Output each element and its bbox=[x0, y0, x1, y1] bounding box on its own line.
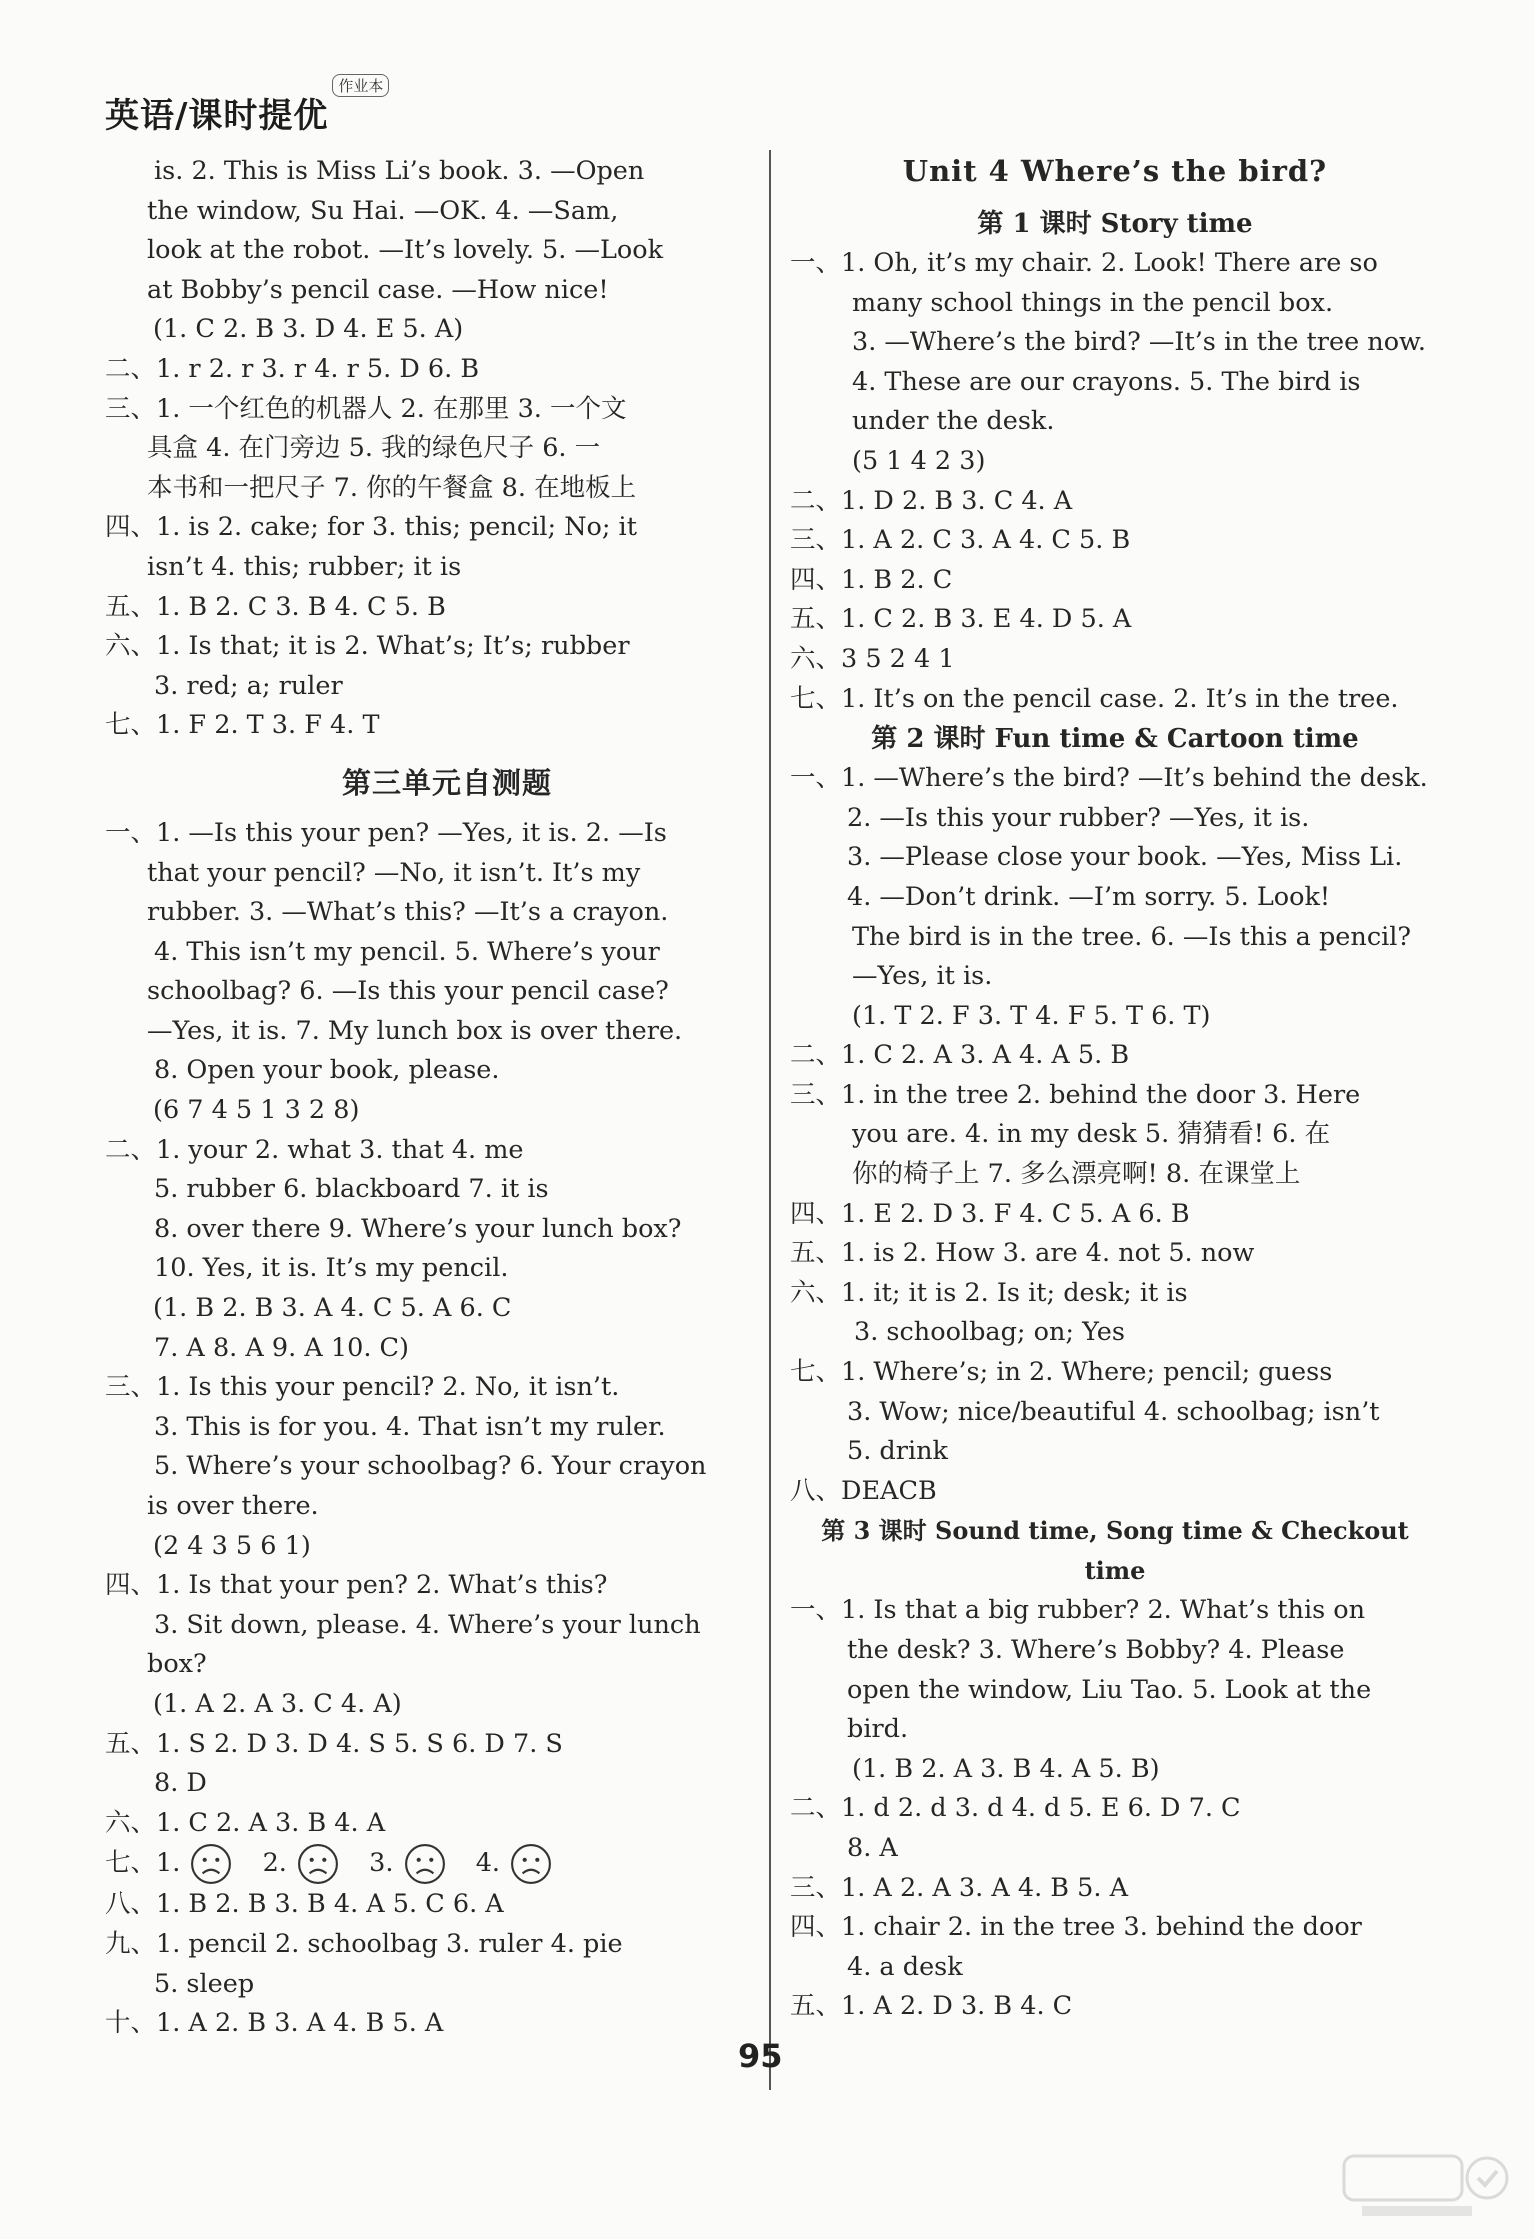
book-title: 英语/课时提优 bbox=[105, 96, 329, 136]
faces-line bbox=[105, 1843, 747, 1885]
answer-line: 3. —Where’s the bird? —It’s in the tree now. bbox=[852, 327, 1426, 358]
answer-line: 一、1. —Where’s the bird? —It’s behind the desk. bbox=[790, 763, 1428, 794]
answer-line: that your pencil? —No, it isn’t. It’s my bbox=[147, 857, 641, 888]
answer-line: isn’t 4. this; rubber; it is bbox=[147, 551, 462, 582]
face-label: 3. bbox=[369, 1848, 394, 1879]
answer-line: the window, Su Hai. —OK. 4. —Sam, bbox=[147, 195, 619, 226]
answer-line: schoolbag? 6. —Is this your pencil case? bbox=[147, 976, 669, 1007]
answer-line: 四、1. Is that your pen? 2. What’s this? bbox=[105, 1570, 608, 1601]
answer-line: is. 2. This is Miss Li’s book. 3. —Open bbox=[154, 156, 645, 186]
answer-line: 十、1. A 2. B 3. A 4. B 5. A bbox=[105, 2008, 444, 2039]
lesson-title: 第 2 课时 Fun time & Cartoon time bbox=[871, 724, 1359, 755]
face-label: 4. bbox=[475, 1848, 501, 1879]
watermark-logo-icon bbox=[1342, 2150, 1512, 2220]
answer-line: 四、1. E 2. D 3. F 4. C 5. A 6. B bbox=[790, 1198, 1190, 1229]
answer-line: 8. Open your book, please. bbox=[154, 1055, 500, 1086]
answer-line: 四、1. B 2. C bbox=[790, 564, 953, 595]
answer-line: 4. a desk bbox=[847, 1951, 963, 1982]
page-number: 95 bbox=[738, 2037, 783, 2075]
answer-line: is over there. bbox=[147, 1491, 319, 1521]
sad-face-icon bbox=[510, 1843, 552, 1885]
answer-line: 3. schoolbag; on; Yes bbox=[854, 1317, 1125, 1348]
answer-line: open the window, Liu Tao. 5. Look at the bbox=[847, 1674, 1372, 1705]
answer-line: 七、1. It’s on the pencil case. 2. It’s in the tree. bbox=[790, 683, 1399, 714]
answer-key: (1. C 2. B 3. D 4. E 5. A) bbox=[153, 314, 464, 345]
answer-line: 七、1. F 2. T 3. F 4. T bbox=[105, 710, 380, 741]
answer-line: The bird is in the tree. 6. —Is this a pencil? bbox=[852, 921, 1412, 952]
answer-line: 六、3 5 2 4 1 bbox=[790, 643, 955, 674]
answer-line: 5. sleep bbox=[154, 1968, 255, 1999]
answer-line: 8. A bbox=[847, 1832, 898, 1863]
test-title: 第三单元自测题 bbox=[341, 765, 552, 800]
answer-line: rubber. 3. —What’s this? —It’s a crayon. bbox=[147, 897, 669, 928]
answer-line: 2. —Is this your rubber? —Yes, it is. bbox=[847, 802, 1310, 833]
answer-line: 3. Sit down, please. 4. Where’s your lunch bbox=[154, 1609, 701, 1640]
answer-line: 三、1. A 2. A 3. A 4. B 5. A bbox=[790, 1872, 1128, 1903]
answer-line: 一、1. Is that a big rubber? 2. What’s this on bbox=[790, 1595, 1366, 1626]
answer-line: you are. 4. in my desk 5. 猜猜看! 6. 在 bbox=[852, 1119, 1331, 1150]
answer-line: 3. This is for you. 4. That isn’t my ruler. bbox=[154, 1411, 666, 1442]
answer-line: 三、1. A 2. C 3. A 4. C 5. B bbox=[790, 525, 1131, 556]
face-label: 2. bbox=[262, 1848, 287, 1879]
answer-line: —Yes, it is. 7. My lunch box is over there. bbox=[147, 1015, 683, 1046]
answer-line: 四、1. chair 2. in the tree 3. behind the door bbox=[790, 1912, 1362, 1943]
answer-line: 五、1. A 2. D 3. B 4. C bbox=[790, 1991, 1073, 2022]
answer-line: 你的椅子上 7. 多么漂亮啊! 8. 在课堂上 bbox=[852, 1159, 1301, 1190]
answer-key: 7. A 8. A 9. A 10. C) bbox=[154, 1332, 409, 1363]
answer-line: 5. rubber 6. blackboard 7. it is bbox=[154, 1174, 549, 1205]
answer-line: 六、1. it; it is 2. Is it; desk; it is bbox=[790, 1277, 1188, 1308]
answer-line: 五、1. S 2. D 3. D 4. S 5. S 6. D 7. S bbox=[105, 1728, 563, 1759]
answer-line: under the desk. bbox=[852, 406, 1055, 437]
answer-line: 8. over there 9. Where’s your lunch box? bbox=[154, 1213, 682, 1244]
sad-face-icon bbox=[190, 1843, 232, 1885]
answer-line: 三、1. Is this your pencil? 2. No, it isn’t. bbox=[105, 1372, 620, 1403]
answer-line: at Bobby’s pencil case. —How nice! bbox=[147, 274, 609, 305]
answer-line: 八、DEACB bbox=[790, 1475, 937, 1506]
answer-line: 8. D bbox=[154, 1768, 207, 1799]
answer-line: 三、1. 一个红色的机器人 2. 在那里 3. 一个文 bbox=[105, 393, 627, 424]
answer-line: 六、1. C 2. A 3. B 4. A bbox=[105, 1807, 386, 1838]
answer-line: 5. Where’s your schoolbag? 6. Your crayon bbox=[154, 1451, 707, 1482]
book-header bbox=[105, 77, 389, 137]
column-divider bbox=[769, 150, 771, 2090]
lesson-title: 第 1 课时 Story time bbox=[977, 209, 1253, 239]
unit-title: Unit 4 Where’s the bird? bbox=[902, 154, 1328, 188]
answer-line: 3. red; a; ruler bbox=[154, 670, 343, 701]
answer-line: 3. —Please close your book. —Yes, Miss Li. bbox=[847, 842, 1403, 873]
left-column bbox=[105, 152, 747, 2044]
answer-line: 具盒 4. 在门旁边 5. 我的绿色尺子 6. 一 bbox=[147, 433, 601, 464]
answer-line: —Yes, it is. bbox=[852, 961, 993, 992]
right-column bbox=[790, 152, 1440, 2027]
answer-line: 二、1. D 2. B 3. C 4. A bbox=[790, 485, 1073, 516]
sad-face-icon bbox=[297, 1843, 339, 1885]
answer-key: (1. A 2. A 3. C 4. A) bbox=[153, 1688, 402, 1719]
answer-line: the desk? 3. Where’s Bobby? 4. Please bbox=[847, 1635, 1345, 1665]
answer-line: 七、1. Where’s; in 2. Where; pencil; guess bbox=[790, 1357, 1333, 1388]
answer-line: 一、1. Oh, it’s my chair. 2. Look! There are so bbox=[790, 248, 1378, 278]
lesson-3-answers bbox=[790, 1591, 1440, 2027]
answer-key: (1. B 2. B 3. A 4. C 5. A 6. C bbox=[153, 1293, 512, 1324]
answer-key: (5 1 4 2 3) bbox=[852, 445, 986, 476]
answer-line: 4. This isn’t my pencil. 5. Where’s your bbox=[154, 936, 660, 967]
answer-key: (6 7 4 5 1 3 2 8) bbox=[153, 1095, 360, 1126]
answer-line: 二、1. your 2. what 3. that 4. me bbox=[105, 1134, 524, 1165]
question-number: 七、 bbox=[105, 1848, 157, 1879]
answer-block-test bbox=[105, 814, 747, 2044]
lesson-2-answers bbox=[790, 759, 1440, 1511]
answer-line: bird. bbox=[847, 1714, 909, 1745]
answer-line: look at the robot. —It’s lovely. 5. —Look bbox=[147, 235, 664, 266]
answer-line: 5. drink bbox=[847, 1436, 948, 1467]
answer-line: 四、1. is 2. cake; for 3. this; pencil; No; it bbox=[105, 512, 637, 543]
answer-line: 三、1. in the tree 2. behind the door 3. Here bbox=[790, 1079, 1361, 1110]
answer-key: (1. T 2. F 3. T 4. F 5. T 6. T) bbox=[852, 1000, 1211, 1031]
sad-face-icon bbox=[404, 1843, 446, 1885]
answer-line: 一、1. —Is this your pen? —Yes, it is. 2. —Is bbox=[105, 817, 667, 848]
lesson-title: 第 3 课时 Sound time, Song time & Checkout time bbox=[821, 1516, 1409, 1586]
answer-line: 五、1. C 2. B 3. E 4. D 5. A bbox=[790, 604, 1132, 635]
watermark-logo bbox=[1342, 2150, 1512, 2220]
answer-line: box? bbox=[147, 1649, 207, 1680]
book-tag: 作业本 bbox=[332, 74, 389, 97]
answer-line: 本书和一把尺子 7. 你的午餐盒 8. 在地板上 bbox=[147, 472, 637, 503]
answer-line: 六、1. Is that; it is 2. What’s; It’s; rubber bbox=[105, 631, 630, 662]
answer-key: (1. B 2. A 3. B 4. A 5. B) bbox=[852, 1753, 1160, 1784]
answer-line: 4. —Don’t drink. —I’m sorry. 5. Look! bbox=[847, 881, 1331, 912]
answer-line: 二、1. r 2. r 3. r 4. r 5. D 6. B bbox=[105, 353, 480, 384]
answer-line: 九、1. pencil 2. schoolbag 3. ruler 4. pie bbox=[105, 1928, 623, 1959]
answer-line: 二、1. d 2. d 3. d 4. d 5. E 6. D 7. C bbox=[790, 1793, 1241, 1824]
lesson-1-answers bbox=[790, 244, 1440, 719]
answer-line: 八、1. B 2. B 3. B 4. A 5. C 6. A bbox=[105, 1889, 504, 1920]
answer-block-previous bbox=[105, 152, 747, 746]
answer-line: 10. Yes, it is. It’s my pencil. bbox=[154, 1253, 509, 1284]
answer-line: 3. Wow; nice/beautiful 4. schoolbag; isn’t bbox=[847, 1396, 1380, 1427]
answer-line: 五、1. B 2. C 3. B 4. C 5. B bbox=[105, 591, 446, 622]
answer-line: 五、1. is 2. How 3. are 4. not 5. now bbox=[790, 1238, 1255, 1269]
answer-line: 4. These are our crayons. 5. The bird is bbox=[852, 366, 1361, 397]
answer-line: 二、1. C 2. A 3. A 4. A 5. B bbox=[790, 1040, 1130, 1071]
face-label: 1. bbox=[156, 1848, 181, 1879]
answer-key: (2 4 3 5 6 1) bbox=[153, 1530, 311, 1561]
answer-line: many school things in the pencil box. bbox=[852, 287, 1334, 318]
